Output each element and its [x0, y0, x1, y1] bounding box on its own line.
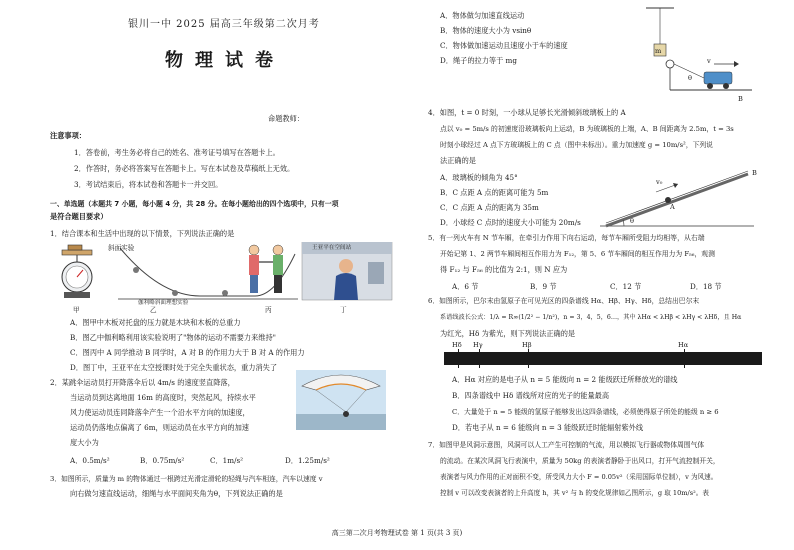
scale-figure	[62, 245, 92, 298]
note-item-1: 1．答卷前，考生务必将自己的姓名、准考证号填写在答题卡上。	[74, 148, 280, 157]
q1-fig-label-bing: 丙	[265, 306, 272, 314]
q2-option-d: D．1.25m/s²	[285, 456, 330, 465]
spectrum-line-alpha	[684, 349, 685, 368]
q3-option-c: C．物体做加速运动且速度小于车的速度	[440, 41, 568, 50]
spectrum-label-h-gamma: Hγ	[473, 341, 483, 349]
push-figure	[249, 245, 283, 293]
q3-fig-label-theta: θ	[688, 74, 692, 82]
q7-stem-4: 控制 v 可以改变表演者的上升高度 h，其 v² 与 h 的变化规律如乙图所示，g 取 10m/s²。表	[440, 489, 709, 497]
q5-option-a: A．6 节	[452, 282, 479, 291]
spectrum-label-h-delta: Hδ	[452, 341, 462, 349]
q5-stem-3: 得 F₁₂ 与 F₅₆ 的比值为 2:1，则 N 应为	[440, 265, 568, 274]
q3-stem-2: 向右做匀速直线运动，细绳与水平面间夹角为θ，下列说法正确的是	[70, 489, 283, 498]
notes-heading: 注意事项：	[50, 131, 86, 140]
q2-stem-5: 度大小为	[70, 438, 99, 447]
page-footer: 高三第二次月考物理试卷 第 1 页(共 3 页)	[331, 529, 463, 537]
q3-option-d: D．绳子的拉力等于 mg	[440, 56, 517, 65]
q2-option-b: B．0.75m/s²	[140, 456, 185, 465]
q6-option-d: D．若电子从 n = 6 能级向 n = 3 能级跃迁时能辐射紫外线	[452, 423, 644, 432]
q1-fig-text-galileo: 伽利略斜面理想实验	[138, 300, 189, 306]
q6-stem-2: 系谱线波长公式：1/λ = R∞(1/2² − 1/n²)，n = 3，4，5，6…，其中 λHα < λHβ < λHγ < λHδ，且 Hα	[440, 314, 742, 321]
q3-option-a: A．物体做匀加速直线运动	[440, 11, 525, 20]
q4-option-b: B．C 点距 A 点的距离可能为 5m	[440, 188, 549, 197]
q7-stem-2: 的流动。在某次风洞飞行表演中，质量为 50kg 的表演者静卧于出风口，打开气流控制开关，	[440, 457, 720, 465]
note-item-3: 3．考试结束后，将本试卷和答题卡一并交回。	[74, 180, 223, 189]
q4-stem-2: 点以 v₀ = 5m/s 的初速度沿玻璃板向上运动，B 为玻璃板的上端，A、B 间距离为 2.5m，t = 3s	[440, 125, 734, 133]
q3-stem-1: 3．如图所示，质量为 m 的物体通过一根跨过光滑定滑轮的轻绳与汽车相连，汽车以速度 v	[50, 475, 323, 483]
school-title: 银川一中 2025 届高三年级第二次月考	[128, 19, 320, 30]
q4-fig-label-b: B	[752, 169, 757, 177]
q3-fig-label-m: m	[655, 47, 662, 55]
q1-stem: 1．结合课本和生活中出现的以下情景，下列说法正确的是	[50, 229, 235, 238]
q6-option-c: C．大量处于 n = 5 能级的氢原子能够发出这四条谱线，必须使得原子所处的能级 n ≥ 6	[452, 408, 719, 416]
q4-option-d: D．小球经 C 点时的速度大小可能为 20m/s	[440, 218, 581, 227]
q6-stem-3: 为红光，Hδ 为紫光，则下列说法正确的是	[440, 329, 576, 338]
note-item-2: 2．作答时，务必将答案写在答题卡上。写在本试卷及草稿纸上无效。	[74, 164, 295, 173]
q1-option-a: A．图甲中木板对托盘的压力就是木块和木板的总重力	[70, 318, 241, 327]
q6-option-a: A．Hα 对应的是电子从 n = 5 能级向 n = 2 能级跃迁所释放光的谱线	[452, 375, 678, 384]
q7-stem-1: 7．如图甲是风洞示意图，风洞可以人工产生可控制的气流，用以模拟飞行器或物体周围气体	[428, 441, 705, 449]
q4-stem-4: 法正确的是	[440, 156, 476, 165]
q7-stem-3: 表演者与风力作用的正对面积不变，所受风力大小 F = 0.05v²（采用国际单位制），v 为风速。	[440, 473, 718, 481]
spectrum-label-h-alpha: Hα	[678, 341, 689, 349]
spectrum-bar	[444, 352, 762, 365]
q1-fig-label-ding: 丁	[340, 306, 347, 314]
section1-heading-line2: 是符合题目要求）	[50, 212, 108, 221]
spectrum-line-gamma	[479, 349, 480, 368]
q1-fig-text-astronaut: 王亚平在空间站	[312, 245, 352, 251]
q2-stem-3: 风力使运动员连同降落伞产生一个沿水平方向的加速度，	[70, 408, 250, 417]
spectrum-label-h-beta: Hβ	[522, 341, 532, 349]
q1-option-b: B．图乙中伽利略利用该实验说明了"物体的运动不需要力来维持"	[70, 333, 276, 342]
q4-stem-1: 4．如图，t = 0 时刻，一小球从足够长光滑倾斜玻璃板上的 A	[428, 108, 626, 117]
q1-fig-label-jia: 甲	[73, 306, 80, 314]
q1-option-c: C．图丙中 A 同学推动 B 同学时，A 对 B 的作用力大于 B 对 A 的作用力	[70, 348, 305, 357]
paper-title: 物理试卷	[165, 50, 285, 71]
q5-option-c: C．12 节	[610, 282, 642, 291]
spectrum-line-beta	[528, 349, 529, 368]
q5-option-d: D．18 节	[690, 282, 722, 291]
q5-stem-2: 开始记第 1、2 两节车厢间相互作用力为 F₁₂，第 5、6 节车厢间的相互作用力为 F₅₆，观测	[440, 250, 715, 258]
q5-stem-1: 5．有一列火车有 N 节车厢，在牵引力作用下向右运动，每节车厢所受阻力均相等，从右端	[428, 234, 705, 242]
section1-heading-line1: 一、单选题（本题共 7 小题，每小题 4 分，共 28 分。在每小题给出的四个选项中，只有一项	[50, 200, 339, 208]
q2-stem-4: 运动员仍落地点偏离了 6m，则运动员在水平方向的加速	[70, 423, 249, 432]
q3-fig-label-b: B	[738, 95, 743, 103]
parachute-photo	[296, 370, 386, 430]
spectrum-line-delta	[458, 349, 459, 368]
q2-option-c: C．1m/s²	[210, 456, 244, 465]
q4-fig-label-theta: θ	[630, 217, 634, 225]
author-label: 命题教师：	[268, 114, 304, 123]
q4-option-c: C．C 点距 A 点的距离为 35m	[440, 203, 539, 212]
q3-fig-label-v: v	[707, 57, 711, 65]
q5-option-b: B．9 节	[530, 282, 557, 291]
q4-stem-3: 时刻小球经过 A 点下方玻璃板上的 C 点（图中未标出）。重力加速度 g = 10m/s²，下列说	[440, 141, 713, 149]
q1-option-d: D．图丁中，王亚平在太空授课时处于完全失重状态，重力消失了	[70, 363, 278, 372]
q4-fig-label-a: A	[670, 203, 675, 211]
incline-figure	[118, 248, 298, 299]
q2-stem-2: 当运动员到达离地面 16m 的高度时，突然起风，持续水平	[70, 393, 256, 402]
q6-stem-1: 6．如图所示，巴尔末由氢原子在可见光区的四条谱线 Hα、Hβ、Hγ、Hδ，总结出巴尔末	[428, 297, 700, 305]
q3-option-b: B．物体的速度大小为 vsinθ	[440, 26, 532, 35]
q2-stem-1: 2．某跳伞运动员打开降落伞后以 4m/s 的速度竖直降落，	[50, 378, 235, 387]
q6-option-b: B．四条谱线中 Hδ 谱线所对应的光子的能量最高	[452, 391, 610, 400]
q4-incline-figure	[598, 168, 758, 230]
q1-fig-label-yi: 乙	[150, 306, 157, 314]
q4-option-a: A．玻璃板的倾角为 45°	[440, 173, 518, 182]
q4-fig-label-v0: v₀	[656, 178, 663, 186]
q2-option-a: A．0.5m/s²	[70, 456, 110, 465]
q1-fig-text-incline: 斜面实验	[108, 244, 135, 252]
